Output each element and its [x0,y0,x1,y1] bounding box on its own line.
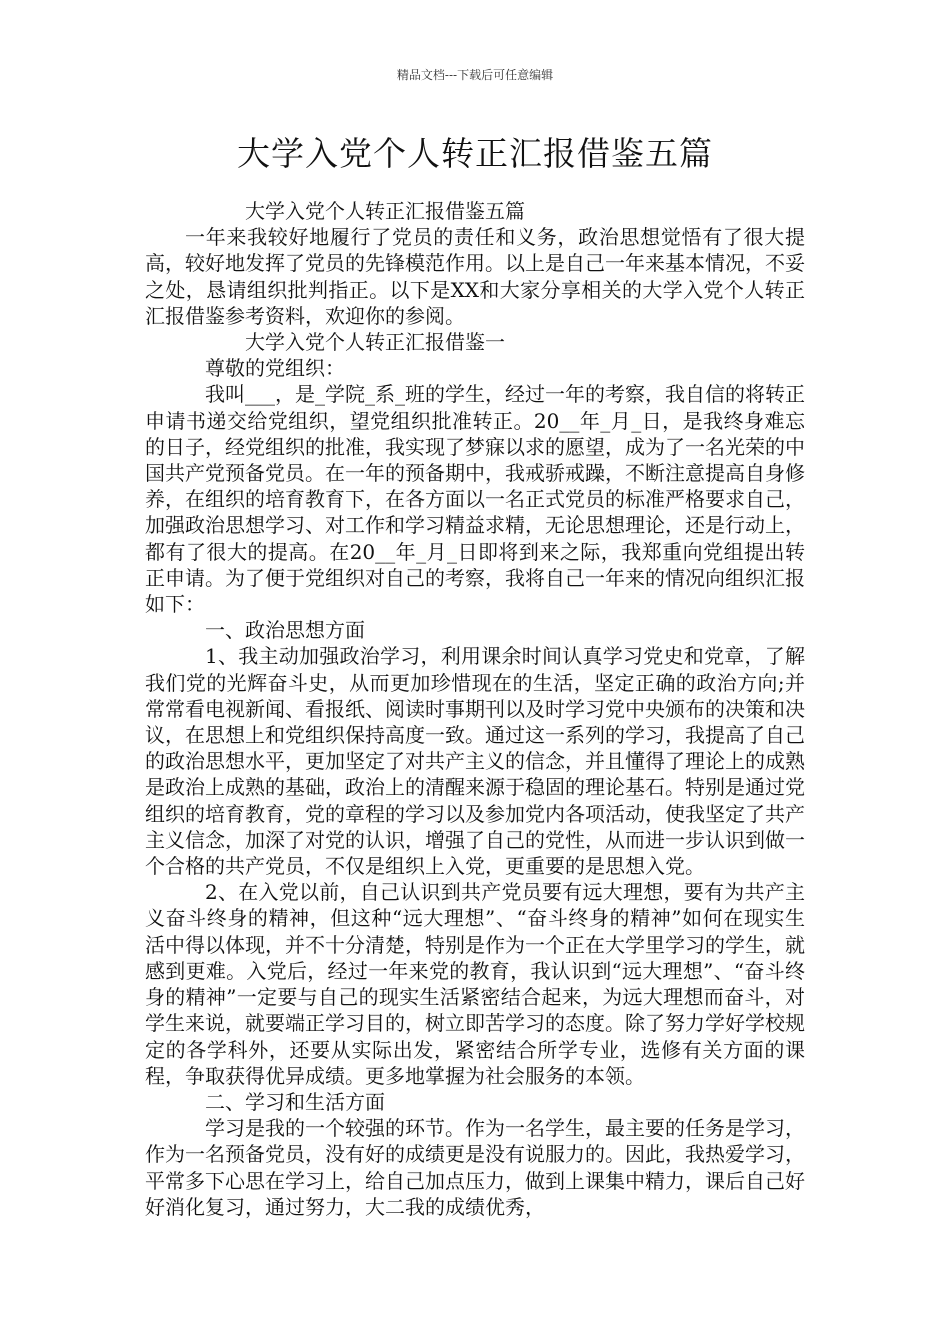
header-note: 精品文档---下载后可任意编辑 [396,68,554,82]
body-paragraph: 1、我主动加强政治学习，利用课余时间认真学习党史和党章，了解我们党的光辉奋斗史，从而更加珍惜现在的生活，坚定正确的政治方向;并常常看电视新闻、看报纸、阅读时事期刊以及时学习党中央颁布的决策和决议，在思想上和党组织保持高度一致。通过这一系列的学习，我提高了自己的政治思想水平，更加坚定了对共产主义的信念，并且懂得了理论上的成熟是政治上成熟的基础，政治上的清醒来源于稳固的理论基石。特别是通过党组织的培育教育，党的章程的学习以及参加党内各项活动，使我坚定了共产主义信念，加深了对党的认识，增强了自己的党性，从而进一步认识到做一个合格的共产党员，不仅是组织上入党，更重要的是思想入党。 [145,644,805,879]
section-heading: 二、学习和生活方面 [205,1089,385,1114]
body-paragraph: 2、在入党以前，自己认识到共产党员要有远大理想，要有为共产主义奋斗终身的精神，但这种“远大理想”、“奋斗终身的精神”如何在现实生活中得以体现，并不十分清楚，特别是作为一个正在大学里学习的学生，就感到更难。入党后，经过一年来党的教育，我认识到“远大理想”、“奋斗终身的精神”一定要与自己的现实生活紧密结合起来，为远大理想而奋斗，对学生来说，就要端正学习目的，树立即苦学习的态度。除了努力学好学校规定的各学科外，还要从实际出发，紧密结合所学专业，选修有关方面的课程，争取获得优异成绩。更多地掌握为社会服务的本领。 [145,880,805,1088]
sub-heading: 大学入党个人转正汇报借鉴一 [245,330,505,355]
subtitle: 大学入党个人转正汇报借鉴五篇 [245,199,525,223]
body-paragraph: 我叫___，是_学院_系_班的学生，经过一年的考察，我自信的将转正申请书递交给党组织，望党组织批准转正。20__年_月_日，是我终身难忘的日子，经党组织的批准，我实现了梦寐以求的愿望，成为了一名光荣的中国共产党预备党员。在一年的预备期中，我戒骄戒躁，不断注意提高自身修养，在组织的培育教育下，在各方面以一名正式党员的标准严格要求自己，加强政治思想学习、对工作和学习精益求精，无论思想理论，还是行动上，都有了很大的提高。在20__年_月_日即将到来之际，我郑重向党组提出转正申请。为了便于党组织对自己的考察，我将自己一年来的情况向组织汇报如下： [145,382,805,617]
section-heading: 一、政治思想方面 [205,618,365,643]
greeting: 尊敬的党组织： [205,356,345,381]
body-paragraph: 学习是我的一个较强的环节。作为一名学生，最主要的任务是学习，作为一名预备党员，没有好的成绩更是没有说服力的。因此，我热爱学习，平常多下心思在学习上，给自己加点压力，做到上课集中精力，课后自己好好消化复习，通过努力，大二我的成绩优秀， [145,1116,805,1219]
document-body [145,198,805,1220]
document-title: 大学入党个人转正汇报借鉴五篇 [237,134,713,173]
intro-paragraph: 一年来我较好地履行了党员的责任和义务，政治思想觉悟有了很大提高，较好地发挥了党员的先锋模范作用。以上是自己一年来基本情况，不妥之处，恳请组织批判指正。以下是XX和大家分享相关的大学入党个人转正汇报借鉴参考资料，欢迎你的参阅。 [145,225,805,328]
